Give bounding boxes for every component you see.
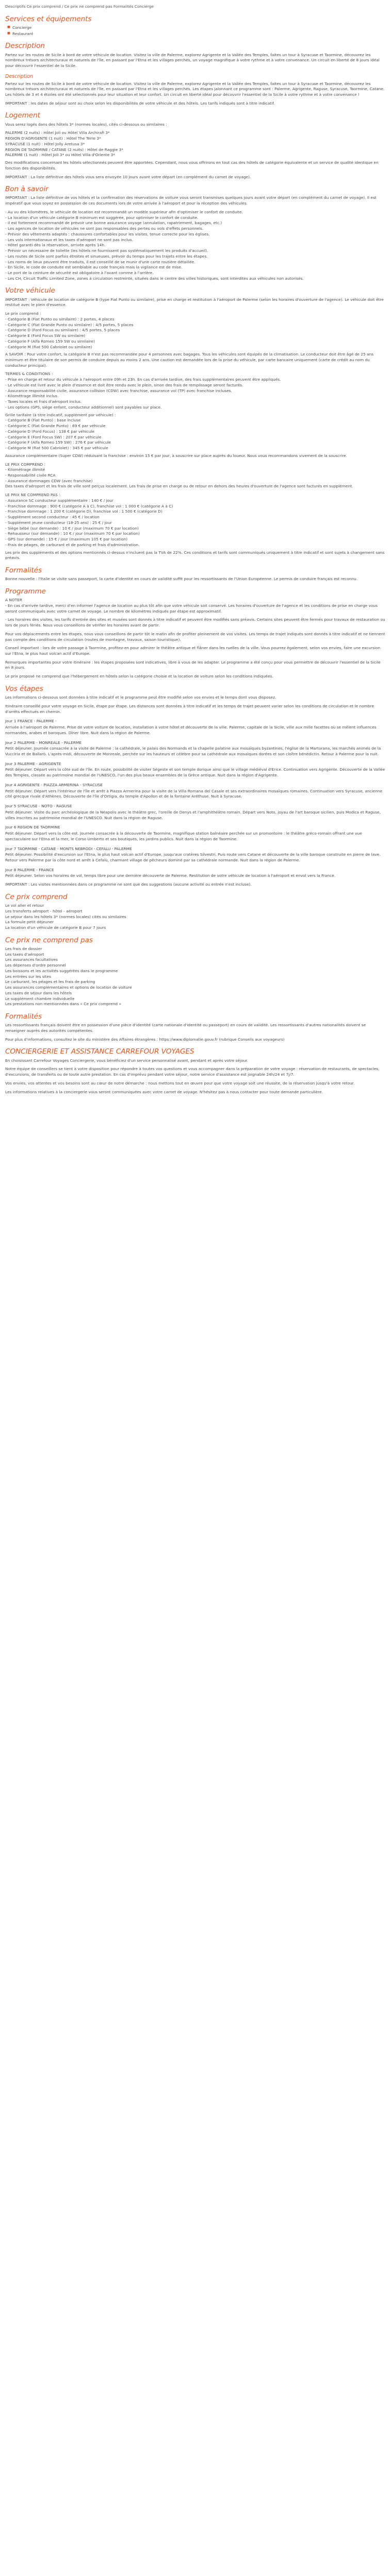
supp-item: - GPS (sur demande) : 15 € / jour (maximum 105 € par location) bbox=[5, 537, 128, 542]
day-block bbox=[5, 846, 386, 863]
prix-ne-comprend-item: Le carburant, les péages et les frais de parking bbox=[5, 979, 95, 985]
formalites-link[interactable]: Pour plus d'informations, consultez le site du ministère des Affaires étrangères : https://www.diplomatie.gouv.fr (rubrique Conseils aux voyageurs) bbox=[5, 1037, 285, 1042]
concierge-text: Vos envies, vos attentes et vos besoins sont au cœur de notre démarche : nous mettons tout en œuvre pour que votre voyage soit une réussite, de la réservation jusqu'à votre retour. bbox=[5, 1080, 355, 1086]
hotel-item: REGION DE TAORMINE / CATANE (2 nuits) : Hôtel de Raggie 3* bbox=[5, 147, 123, 152]
bon-a-savoir-item: - En Sicile, le code de conduite est semblable au code français mais la vigilance est de mise. bbox=[5, 265, 183, 270]
day-title: Jour 8 PALERME - FRANCE bbox=[5, 867, 54, 872]
prix-ne-comprend-item: Les taxes de séjour dans les hôtels bbox=[5, 990, 72, 995]
conditions-list bbox=[5, 377, 386, 410]
hotel-item: PALERME (2 nuits) : Hôtel Joli ou Hôtel Villa Archirafi 3* bbox=[5, 130, 110, 135]
programme-title: Programme bbox=[5, 587, 46, 596]
vehicule-item: - Catégorie F (Alfa Romeo 159 SW ou similaire) bbox=[5, 338, 95, 344]
description-text: Partez sur les routes de Sicile à bord de votre véhicule de location. Visitez la ville de Palerme, explorez Agrigente et la Vallée des Temples, faites un tour à Syracuse et Taormine, découvrez les nombreux trésors architecturaux et naturels de l'île, en passant par l'Etna et les villages perchés, un voyage magnifique à votre rythme et à votre convenance. Un circuit en liberté de 8 jours idéal pour découvrir l'essentiel de la Sicile. bbox=[5, 52, 380, 69]
day-text: Petit déjeuner. Départ vers l'intérieur de l'île et arrêt à Piazza Armerina pour la visite de la Villa Romana del Casale et ses extraordinaires mosaïques romaines. Continuation vers Syracuse, ancienne cité grecque rivale d'Athènes. Découverte de l'île d'Ortigia, du temple d'Apollon et de la fontaine Aréthuse. Nuit à Syracuse. bbox=[5, 788, 383, 799]
supp-item: - Franchise dommage : 1 200 € (catégorie D), franchise vol : 1 500 € (catégorie D) bbox=[5, 509, 162, 514]
description-text-2: Partez sur les routes de Sicile à bord de votre véhicule de location. Visitez la ville de Palerme, explorez Agrigente et la Vallée des Temples, faites un tour à Syracuse et Taormine, découvrez les nombreux trésors architecturaux et naturels de l'île, en passant par l'Etna et les villages perchés. Les étapes jalonnant ce programme sont : Palerme, Agrigente, Raguse, Syracuse, Taormine, Catane. Les hôtels de 3 et 4 étoiles ont été sélectionnés pour leur situation et leur confort. Un circuit en liberté idéal pour découvrir l'essentiel de la Sicile à votre rythme et à votre convenance ! bbox=[5, 81, 385, 97]
product-page bbox=[0, 0, 391, 1103]
prix-note-item: - Responsabilité civile RCA bbox=[5, 472, 56, 478]
bon-a-savoir-list bbox=[5, 210, 386, 282]
prix-note-text: Des taxes d'aéroport et les frais de ville sont perçus localement. Les frais de prise en charge ou de retour en dehors des heures d'ouverture de l'agence sont facturés en supplément. bbox=[5, 484, 353, 489]
prix-ne-comprend-item: Les assurances complémentaires et options de location de voiture bbox=[5, 985, 132, 990]
logement-title: Logement bbox=[5, 111, 40, 120]
condition-item: - Kilométrage illimité inclus. bbox=[5, 394, 59, 399]
day-text: Petit déjeuner. Départ vers la côte est. Journée consacrée à la découverte de Taormine, magnifique station balnéaire perchée sur un promontoire : le théâtre gréco-romain offrant une vue spectaculaire sur l'Etna et la mer, le Corso Umberto et ses boutiques, les jardins publics. Nuit dans la région de Taormine. bbox=[5, 831, 362, 841]
formalites-intro: Bonne nouvelle : l'Italie se visite sans passeport, la carte d'identité en cours de validité suffit pour les ressortissants de l'Union Européenne. Le permis de conduire français est reconnu. bbox=[5, 577, 358, 582]
vehicule-item: - Catégorie D (Ford Focus ou similaire) : 4/5 portes, 5 places bbox=[5, 328, 120, 333]
prix-ne-comprend-item: Les frais de dossier bbox=[5, 946, 42, 951]
bon-a-savoir-item: - Il est fortement recommandé de prévoir une bonne assurance voyage (annulation, rapatriement, bagages, etc.) bbox=[5, 221, 222, 226]
bon-a-savoir-item: - Les routes de Sicile sont parfois étroites et sinueuses, prévoir du temps pour les trajets entre les étapes. bbox=[5, 253, 208, 259]
services-title: Services et équipements bbox=[5, 14, 92, 23]
vehicule-note: A SAVOIR : Pour votre confort, la catégorie B n'est pas recommandée pour 4 personnes avec bagages. Tous les véhicules sont équipés de la climatisation. Le conducteur doit être âgé de 25 ans minimum et être titulaire de son permis de conduire depuis au moins 2 ans. Une caution est demandée lors de la prise du véhicule, par carte bancaire uniquement (carte de crédit au nom du conducteur principal). bbox=[5, 352, 374, 368]
prix-ne-comprend-title: Ce prix ne comprend pas bbox=[5, 936, 93, 944]
day-title: Jour 2 PALERME - MONREALE - PALERME bbox=[5, 740, 82, 745]
programme-text: Conseil important : lors de votre passage à Taormine, profitez-en pour admirer le théâtre antique et flâner dans les ruelles de la ville. Vous pourrez également, selon vos envies, faire une excursion sur l'Etna, le plus haut volcan actif d'Europe. bbox=[5, 646, 381, 656]
day-text: Arrivée à l'aéroport de Palerme. Prise de votre voiture de location, installation à votre hôtel et découverte de la ville. Palerme, capitale de la Sicile, ville aux mille facettes où se mêlent influences normandes, arabes et baroques. Dîner libre. Nuit dans la région de Palerme. bbox=[5, 725, 377, 735]
vehicule-item: Le prix comprend : bbox=[5, 311, 41, 316]
bon-a-savoir-item: - Prévoir des vêtements adaptés : chaussures confortables pour les visites, tenue correcte pour les églises. bbox=[5, 231, 210, 236]
hotel-list bbox=[5, 130, 386, 158]
day-block bbox=[5, 719, 386, 736]
grilles-list bbox=[5, 418, 386, 451]
bon-a-savoir-item: - Les agences de location de véhicules ne sont pas responsables des pertes ou vols d'effets personnels. bbox=[5, 226, 204, 231]
prix-comprend-item: Le vol aller et retour bbox=[5, 903, 44, 908]
hotel-item: REGION D'AGRIGENTE (1 nuit) : Hôtel The Terre 3* bbox=[5, 136, 101, 141]
description-title: Description bbox=[5, 42, 45, 50]
services-list bbox=[5, 25, 386, 37]
supp-item: - Assurance SC conducteur supplémentaire : 140 € / jour bbox=[5, 498, 113, 503]
supp-item: - Supplément second conducteur : 45 € / location bbox=[5, 515, 100, 520]
vehicule-item: - Catégorie B (Fiat Punto ou similaire) : 2 portes, 4 places bbox=[5, 316, 115, 321]
important-note-2: IMPORTANT : La liste définitive des hôtels vous sera envoyée 10 jours avant votre départ (en complément du carnet de voyage). bbox=[5, 174, 251, 179]
prix-ne-comprend-item: Les entrées sur les sites bbox=[5, 974, 51, 979]
supp-item: - Siège bébé (sur demande) : 10 € / jour (maximum 70 € par location) bbox=[5, 526, 139, 531]
prix-ne-comprend-item: Les prestations non mentionnées dans « Ce prix comprend » bbox=[5, 1002, 121, 1007]
prix-ne-comprend-list bbox=[5, 946, 386, 1007]
grille-item: - Catégorie F (Alfa Romeo 159 SW) : 276 € par véhicule bbox=[5, 440, 111, 445]
day-title: Jour 6 REGION DE TAORMINE bbox=[5, 825, 60, 830]
bon-a-savoir-item: - Prévoir un nécessaire de toilette (les hôtels ne fournissent pas systématiquement les produits d'accueil). bbox=[5, 248, 208, 253]
prix-comprend-title: Ce prix comprend bbox=[5, 892, 68, 901]
assurance-note: Assurance complémentaire (Super CDW) réduisant la franchise : environ 15 € par jour, à souscrire sur place auprès du loueur. Nous vous recommandons vivement de la souscrire. bbox=[5, 453, 347, 458]
formalites-title: Formalités bbox=[5, 1012, 42, 1021]
hotel-item: PALERME (1 nuit) : Hôtel Joli 3* ou Hôtel Villa d'Oriente 3* bbox=[5, 152, 115, 158]
prix-note-item: - Kilométrage illimité bbox=[5, 467, 45, 472]
vehicule-item: - Catégorie E (Ford Focus SW ou similaire) bbox=[5, 333, 86, 338]
bon-a-savoir-item: - Les vols internationaux et les taxes d'aéroport ne sont pas inclus. bbox=[5, 237, 133, 242]
day-title: Jour 4 AGRIGENTE - PIAZZA ARMERINA - SYRACUSE bbox=[5, 782, 103, 787]
programme-note: A NOTER bbox=[5, 598, 23, 603]
programme-text: Le prix proposé ne comprend que l'hébergement en hôtels selon la catégorie choisie et la location de voiture selon les conditions indiquées. bbox=[5, 674, 273, 679]
bon-a-savoir-item: - Les noms de lieux peuvent être traduits, il est conseillé de se munir d'une carte routière détaillée. bbox=[5, 259, 196, 264]
day-title: Jour 3 PALERME - AGRIGENTE bbox=[5, 761, 61, 766]
condition-item: - Assurance responsabilité civile, assurance collision (CDW) avec franchise, assurance vol (TP) avec franchise incluses. bbox=[5, 388, 232, 393]
supp-item: - Rehausseur (sur demande) : 10 € / jour (maximum 70 € par location) bbox=[5, 531, 140, 536]
bon-a-savoir-title: Bon à savoir bbox=[5, 185, 48, 194]
grille-item: - Catégorie M (Fiat 500 Cabriolet) : 345 € par véhicule bbox=[5, 446, 108, 451]
day-block bbox=[5, 761, 386, 778]
supp-title: LE PRIX NE COMPREND PAS : bbox=[5, 493, 60, 498]
supp-list bbox=[5, 498, 386, 548]
day-title: Jour 1 FRANCE - PALERME - bbox=[5, 719, 57, 724]
logement-note: Des modifications concernant les hôtels sélectionnés peuvent être apportées. Cependant, nous vous offrirons en tout cas des hôtels de catégorie équivalente et un service de qualité identique en fonction des disponibilités. bbox=[5, 160, 379, 171]
day-block bbox=[5, 783, 386, 800]
prix-ne-comprend-item: Les taxes d'aéroport bbox=[5, 952, 44, 957]
description-subtitle: Description bbox=[5, 73, 34, 79]
supp-item: - Supplément jeune conducteur (18-25 ans) : 25 € / jour bbox=[5, 520, 112, 525]
vos-etapes-text: Itinéraire conseillé pour votre voyage en Sicile, étape par étape. Les distances sont données à titre indicatif et les temps de trajet peuvent varier selon les conditions de circulation et le nombre d'arrêts effectués en chemin. bbox=[5, 703, 374, 714]
vos-etapes-intro: Les informations ci-dessous sont données à titre indicatif et le programme peut être modifié selon vos envies et le temps dont vous disposez. bbox=[5, 695, 276, 700]
vos-etapes-title: Vos étapes bbox=[5, 684, 43, 693]
bon-a-savoir-item: - Les CH, Circuit Traffic Limited Zone, zones à circulation restreinte, situées dans le centre des villes historiques, sont interdites aux véhicules non autorisés. bbox=[5, 276, 304, 281]
breadcrumb[interactable]: Descriptifs Ce prix comprend / Ce prix ne comprend pas Formalités Concierge bbox=[5, 4, 154, 9]
day-text: Petit déjeuner. Visite du parc archéologique de la Néapolis avec le théâtre grec, l'oreille de Denys et l'amphithéâtre romain. Départ vers Noto, joyau de l'art baroque sicilien, puis Modica et Raguse, villes inscrites au patrimoine mondial de l'UNESCO. Nuit dans la région de Raguse. bbox=[5, 809, 381, 820]
conditions-title: TERMES & CONDITIONS : bbox=[5, 371, 53, 377]
vehicule-list bbox=[5, 311, 386, 350]
hotel-item: SYRACUSE (1 nuit) : Hôtel Jolly Aretusa 3* bbox=[5, 141, 85, 146]
grille-item: - Catégorie E (Ford Focus SW) : 207 € par véhicule bbox=[5, 434, 102, 439]
day-block bbox=[5, 868, 386, 879]
day-text: Petit déjeuner. Selon vos horaires de vol, temps libre pour une dernière découverte de Palerme. Restitution de votre véhicule de location à l'aéroport et envol vers la France. bbox=[5, 873, 335, 878]
prix-ne-comprend-item: Les boissons et les activités suggérées dans le programme bbox=[5, 968, 118, 973]
day-block bbox=[5, 804, 386, 821]
formalites-title-1: Formalités bbox=[5, 566, 42, 574]
prix-comprend-list bbox=[5, 903, 386, 931]
condition-item: - Prise en charge et retour du véhicule à l'aéroport entre 09h et 23h. En cas d'arrivée tardive, des frais supplémentaires peuvent être appliqués. bbox=[5, 377, 281, 382]
concierge-text: Notre équipe de conseillers se tient à votre disposition pour répondre à toutes vos questions et vous accompagner dans la préparation de votre voyage : réservation de restaurants, de spectacles, d'excursions, de transferts ou de toute autre prestation. En cas d'imprévu pendant votre séjour, notre service d'assistance est joignable 24h/24 et 7j/7. bbox=[5, 1066, 380, 1077]
grille-item: - Catégorie B (Fiat Punto) : base incluse bbox=[5, 418, 81, 423]
grilles-title: Grille tarifaire (à titre indicatif, supplément par véhicule) : bbox=[5, 412, 116, 417]
prix-note-item: - Assurance dommages CDW (avec franchise) bbox=[5, 478, 93, 483]
vehicule-intro: IMPORTANT : Véhicule de location de catégorie B (type Fiat Punto ou similaire), prise en charge et restitution à l'aéroport de Palerme (selon les horaires d'ouverture de l'agence). Le véhicule doit être restitué avec le plein d'essence. bbox=[5, 297, 384, 308]
bon-a-savoir-item: - Au vu des kilomètres, le véhicule de location est recommandé un modèle supérieur afin d'optimiser le confort de conduite. bbox=[5, 209, 243, 214]
vehicule-item: - Catégorie M (Fiat 500 Cabriolet ou similaire) bbox=[5, 344, 92, 349]
concierge-text: En choisissant Carrefour Voyages Conciergerie, vous bénéficiez d'un service personnalisé avant, pendant et après votre séjour. bbox=[5, 1058, 248, 1063]
logement-intro: Vous serez logés dans des hôtels 3* (normes locales), cités ci-dessous ou similaires : bbox=[5, 122, 167, 127]
prix-comprend-item: La formule petit déjeuner bbox=[5, 920, 54, 925]
formalites-text: Les ressortissants français doivent être en possession d'une pièce d'identité (carte nationale d'identité ou passeport) en cours de validité. Les ressortissants d'autres nationalités doivent se renseigner auprès des autorités compétentes. bbox=[5, 1023, 366, 1033]
supp-note: Les prix des suppléments et des options mentionnés ci-dessus n'incluent pas la TVA de 22%. Ces conditions et tarifs sont communiqués uniquement à titre indicatif et sont sujets à changement sans préavis. bbox=[5, 550, 385, 561]
bon-a-savoir-item: - Hôtel garanti dès la réservation, arrivée après 14h. bbox=[5, 243, 106, 248]
supp-item: - Franchise dommage : 900 € (catégorie A à C), franchise vol : 1 000 € (catégorie A à C) bbox=[5, 503, 173, 509]
prix-ne-comprend-item: Les dépenses d'ordre personnel bbox=[5, 963, 66, 968]
bon-a-savoir-item: - Le port de la ceinture de sécurité est obligatoire à l'avant comme à l'arrière. bbox=[5, 270, 154, 276]
condition-item: - Les options (GPS, siège enfant, conducteur additionnel) sont payables sur place. bbox=[5, 404, 162, 410]
condition-item: - Le véhicule est livré avec le plein d'essence et doit être rendu avec le plein, sinon des frais de remplissage seront facturés. bbox=[5, 382, 243, 387]
day-block bbox=[5, 740, 386, 757]
prix-ne-comprend-item: Les assurances facultatives bbox=[5, 957, 58, 962]
programme-text: - Les horaires des visites, les tarifs d'entrée des sites et musées sont donnés à titre indicatif et peuvent être modifiés sans préavis. Certains sites peuvent être fermés pour travaux de restauration ou lors de jours fériés. Nous vous conseillons de vérifier les horaires avant de partir. bbox=[5, 617, 385, 628]
prix-ne-comprend-item: Le supplément chambre individuelle bbox=[5, 996, 75, 1001]
programme-text: Pour vos déplacements entre les étapes, nous vous conseillons de partir tôt le matin afin de profiter pleinement de vos visites. Les temps de trajet indiqués sont donnés à titre indicatif et ne tiennent pas compte des conditions de circulation (routes de montagne, travaux, saison touristique). bbox=[5, 631, 385, 642]
prix-note-list bbox=[5, 467, 386, 484]
day-text: Petit déjeuner. Départ vers la côte sud de l'île. En route, possibilité de visiter Ségeste et son temple dorique ainsi que le village médiéval d'Erice. Continuation vers Agrigente. Découverte de la Vallée des Temples, classée au patrimoine mondial de l'UNESCO, l'un des plus beaux ensembles de la Grèce antique. Nuit dans la région d'Agrigente. bbox=[5, 767, 385, 778]
bon-a-savoir-text: IMPORTANT : La liste définitive de vos hôtels et la confirmation des réservations de voiture vous seront transmises quelques jours avant votre départ (en complément du carnet de voyage). Il est impératif que vous soyez en possession de ces documents lors de votre arrivée à l'aéroport et pour la réception des véhicules. bbox=[5, 195, 377, 206]
vehicule-title: Votre véhicule bbox=[5, 286, 55, 295]
day-title: Jour 5 SYRACUSE - NOTO - RAGUSE bbox=[5, 804, 72, 809]
day-title: Jour 7 TAORMINE - CATANE - MONTS NEBRODI - CEFALU - PALERME bbox=[5, 846, 132, 851]
day-text: Petit déjeuner. Possibilité d'excursion sur l'Etna, le plus haut volcan actif d'Europe, jusqu'aux cratères Silvestri. Puis route vers Catane et découverte de la ville baroque construite en pierre de lave. Retour vers Palerme par la côte nord et arrêt à Cefalù, charmant village de pêcheurs dominé par sa cathédrale normande. Nuit dans la région de Palerme. bbox=[5, 852, 381, 862]
condition-item: - Taxes locales et frais d'aéroport inclus. bbox=[5, 399, 82, 404]
prix-comprend-item: Les transferts aéroport - hôtel - aéroport bbox=[5, 908, 83, 913]
concierge-text: Les informations relatives à la conciergerie vous seront communiquées avec votre carnet de voyage. N'hésitez pas à nous contacter pour toute demande particulière. bbox=[5, 1089, 323, 1094]
vehicule-item: - Catégorie C (Fiat Grande Punto ou similaire) : 4/5 portes, 5 places bbox=[5, 322, 134, 327]
important-note: IMPORTANT : les dates de séjour sont au choix selon les disponibilités de votre véhicule et des hôtels. Les tarifs indiqués sont à titre indicatif. bbox=[5, 100, 275, 106]
programme-text: Remarques importantes pour votre itinéraire : les étapes proposées sont indicatives, libre à vous de les adapter. Le programme a été conçu pour vous permettre de découvrir l'essentiel de la Sicile en 8 jours. bbox=[5, 659, 381, 670]
service-item: ■ Concierge bbox=[5, 25, 386, 31]
grille-item: - Catégorie D (Ford Focus) : 138 € par véhicule bbox=[5, 429, 95, 434]
prix-comprend-item: La location d'un véhicule de catégorie B pour 7 jours bbox=[5, 925, 106, 930]
day-block bbox=[5, 825, 386, 842]
bon-a-savoir-item: - La location d'un véhicule catégorie B minimum est suggérée, pour optimiser le confort de conduite. bbox=[5, 215, 199, 220]
service-item: ■ Restaurant bbox=[5, 31, 386, 37]
important-note-3: IMPORTANT : Les visites mentionnées dans ce programme ne sont que des suggestions (aucune activité ou entrée n'est incluse). bbox=[5, 882, 252, 887]
prix-note-title: LE PRIX COMPREND : bbox=[5, 462, 45, 467]
day-text: Petit déjeuner. Journée consacrée à la visite de Palerme : la cathédrale, le palais des Normands et la chapelle palatine aux mosaïques byzantines, l'église de la Martorana, les marchés animés de la Vucciria et de Ballarò. L'après-midi, découverte de Monreale, perchée sur les hauteurs et célèbre pour sa cathédrale aux mosaïques dorées et son cloître bénédictin. Retour à Palerme pour la nuit. bbox=[5, 746, 381, 756]
supp-item: - Frais de péages, de carburant et de parking et frais d'administration. bbox=[5, 542, 140, 547]
grille-item: - Catégorie C (Fiat Grande Punto) : 69 € par véhicule bbox=[5, 423, 106, 429]
programme-text: - En cas d'arrivée tardive, merci d'en informer l'agence de location au plus tôt afin que votre véhicule soit conservé. Les horaires d'ouverture de l'agence et les conditions de prise en charge vous seront communiqués avec votre carnet de voyage. Le nombre de kilomètres indiqués par étape est approximatif. bbox=[5, 603, 378, 614]
prix-comprend-item: Le séjour dans les hôtels 3* (normes locales) cités ou similaires bbox=[5, 914, 126, 919]
concierge-title: CONCIERGERIE ET ASSISTANCE CARREFOUR VOYAGES bbox=[5, 1047, 194, 1056]
